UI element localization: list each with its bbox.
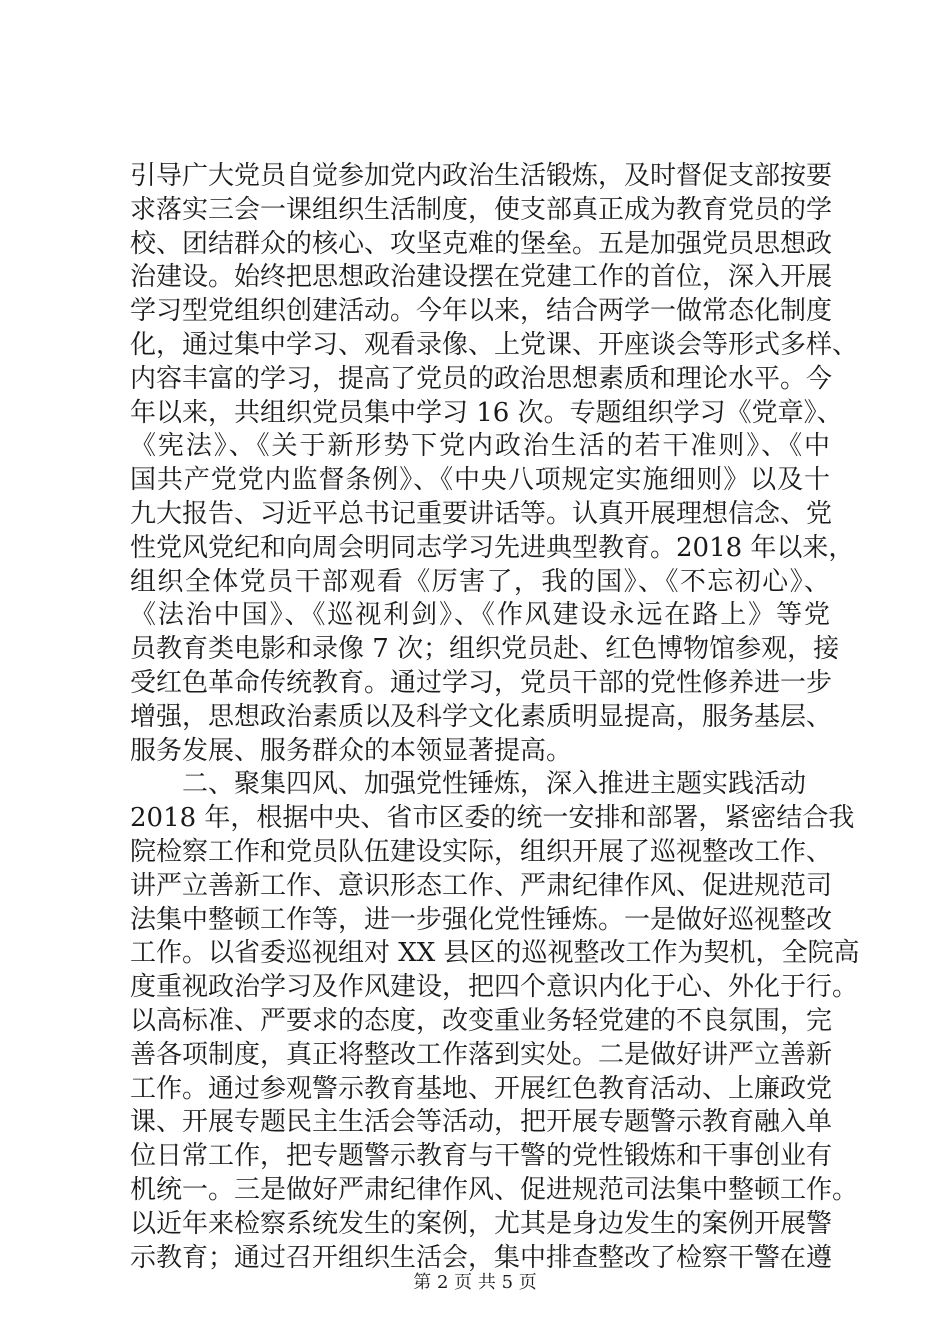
text-line: 求落实三会一课组织生活制度，使支部真正成为教育党员的学 bbox=[130, 194, 833, 225]
text-line: 增强，思想政治素质以及科学文化素质明显提高，服务基层、 bbox=[130, 701, 833, 732]
text-line: 化，通过集中学习、观看录像、上党课、开座谈会等形式多样、 bbox=[130, 329, 859, 360]
text-line: 校、团结群众的核心、攻坚克难的堡垒。五是加强党员思想政 bbox=[130, 228, 833, 259]
text-line: 讲严立善新工作、意识形态工作、严肃纪律作风、促进规范司 bbox=[130, 870, 833, 901]
text-line: 机统一。三是做好严肃纪律作风、促进规范司法集中整顿工作。 bbox=[130, 1174, 859, 1205]
text-line: 内容丰富的学习，提高了党员的政治思想素质和理论水平。今 bbox=[130, 363, 833, 394]
body-text bbox=[130, 160, 860, 1275]
text-line: 年以来，共组织党员集中学习 16 次。专题组织学习《党章》、 bbox=[130, 397, 843, 428]
text-line: 《法治中国》、《巡视利剑》、《作风建设永远在路上》等党 bbox=[130, 600, 830, 631]
text-line: 工作。通过参观警示教育基地、开展红色教育活动、上廉政党 bbox=[130, 1073, 833, 1104]
text-line: 国共产党党内监督条例》、《中央八项规定实施细则》以及十 bbox=[130, 465, 830, 496]
text-line: 2018 年，根据中央、省市区委的统一安排和部署，紧密结合我 bbox=[130, 803, 855, 834]
page-footer bbox=[0, 1268, 950, 1294]
text-line: 服务发展、服务群众的本领显著提高。 bbox=[130, 735, 573, 766]
text-line: 组织全体党员干部观看《厉害了，我的国》、《不忘初心》、 bbox=[130, 566, 830, 597]
text-line: 工作。以省委巡视组对 XX 县区的巡视整改工作为契机，全院高 bbox=[130, 938, 860, 969]
text-line: 以高标准、严要求的态度，改变重业务轻党建的不良氛围，完 bbox=[130, 1005, 833, 1036]
text-line: 善各项制度，真正将整改工作落到实处。二是做好讲严立善新 bbox=[130, 1039, 833, 1070]
text-line: 《宪法》、《关于新形势下党内政治生活的若干准则》、《中 bbox=[130, 431, 830, 462]
section-heading: 二、聚集四风、加强党性锤炼，深入推进主题实践活动 bbox=[182, 769, 807, 800]
text-line: 课、开展专题民主生活会等活动，把开展专题警示教育融入单 bbox=[130, 1107, 833, 1138]
text-line: 法集中整顿工作等，进一步强化党性锤炼。一是做好巡视整改 bbox=[130, 904, 833, 935]
text-line: 院检察工作和党员队伍建设实际，组织开展了巡视整改工作、 bbox=[130, 836, 833, 867]
text-line: 度重视政治学习及作风建设，把四个意识内化于心、外化于行。 bbox=[130, 972, 859, 1003]
text-line: 位日常工作，把专题警示教育与干警的党性锻炼和干事创业有 bbox=[130, 1141, 833, 1172]
text-line: 学习型党组织创建活动。今年以来，结合两学一做常态化制度 bbox=[130, 296, 833, 327]
text-line: 示教育；通过召开组织生活会，集中排查整改了检察干警在遵 bbox=[130, 1242, 833, 1273]
text-line: 治建设。始终把思想政治建设摆在党建工作的首位，深入开展 bbox=[130, 262, 833, 293]
text-line: 员教育类电影和录像 7 次；组织党员赴、红色博物馆参观，接 bbox=[130, 634, 840, 665]
text-line: 受红色革命传统教育。通过学习，党员干部的党性修养进一步 bbox=[130, 667, 833, 698]
text-line: 性党风党纪和向周会明同志学习先进典型教育。2018 年以来， bbox=[130, 532, 855, 563]
text-line: 以近年来检察系统发生的案例，尤其是身边发生的案例开展警 bbox=[130, 1208, 833, 1239]
text-line: 引导广大党员自觉参加党内政治生活锻炼，及时督促支部按要 bbox=[130, 161, 833, 191]
page-number: 第 2 页 共 5 页 bbox=[413, 1272, 537, 1293]
text-line: 九大报告、习近平总书记重要讲话等。认真开展理想信念、党 bbox=[130, 498, 833, 529]
